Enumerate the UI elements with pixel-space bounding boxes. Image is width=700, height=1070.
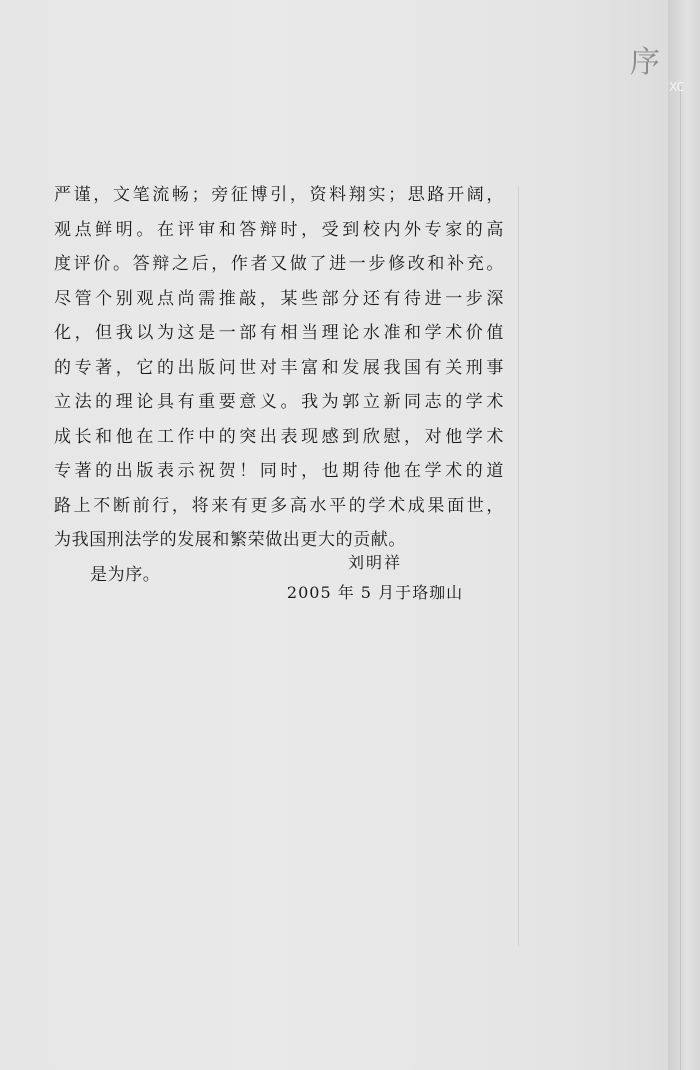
preface-line: 严谨，文笔流畅；旁征博引，资料翔实；思路开阔， xyxy=(54,185,504,205)
signature-date-place: 2005 年 5 月于珞珈山 xyxy=(286,583,464,602)
page-edge-shadow xyxy=(668,0,700,1070)
preface-line: 成长和他在工作中的突出表现感到欣慰，对他学术 xyxy=(54,426,504,447)
preface-line: 立法的理论具有重要意义。我为郭立新同志的学术 xyxy=(54,392,504,412)
preface-line: 专著的出版表示祝贺！同时，也期待他在学术的道 xyxy=(54,461,504,481)
show-through-text xyxy=(150,932,450,946)
preface-line: 观点鲜明。在评审和答辩时，受到校内外专家的高 xyxy=(54,219,504,240)
show-through-text xyxy=(150,620,390,634)
side-tab-mark: XC xyxy=(669,80,685,94)
show-through-text xyxy=(150,828,430,842)
preface-line: 度评价。答辩之后，作者又做了进一步修改和补充。 xyxy=(54,254,504,274)
preface-line: 的专著，它的出版问世对丰富和发展我国有关刑事 xyxy=(54,357,504,378)
preface-body xyxy=(54,178,504,592)
preface-line: 化，但我以为这是一部有相当理论水准和学术价值 xyxy=(54,323,504,343)
show-through-text xyxy=(150,672,480,686)
show-through-text xyxy=(150,775,420,789)
preface-closing: 是为序。 xyxy=(90,564,161,585)
preface-line: 尽管个别观点尚需推敲，某些部分还有待进一步深 xyxy=(54,288,504,309)
show-through-rule xyxy=(518,186,519,946)
show-through-text xyxy=(150,722,380,736)
running-header-title: 序 xyxy=(630,45,660,80)
author-signature: 刘明祥 xyxy=(347,553,402,572)
show-through-text xyxy=(150,880,430,894)
preface-line: 为我国刑法学的发展和繁荣做出更大的贡献。 xyxy=(54,530,406,550)
page-fold-line xyxy=(680,86,681,1070)
preface-line: 路上不断前行，将来有更多高水平的学术成果面世， xyxy=(54,495,504,516)
